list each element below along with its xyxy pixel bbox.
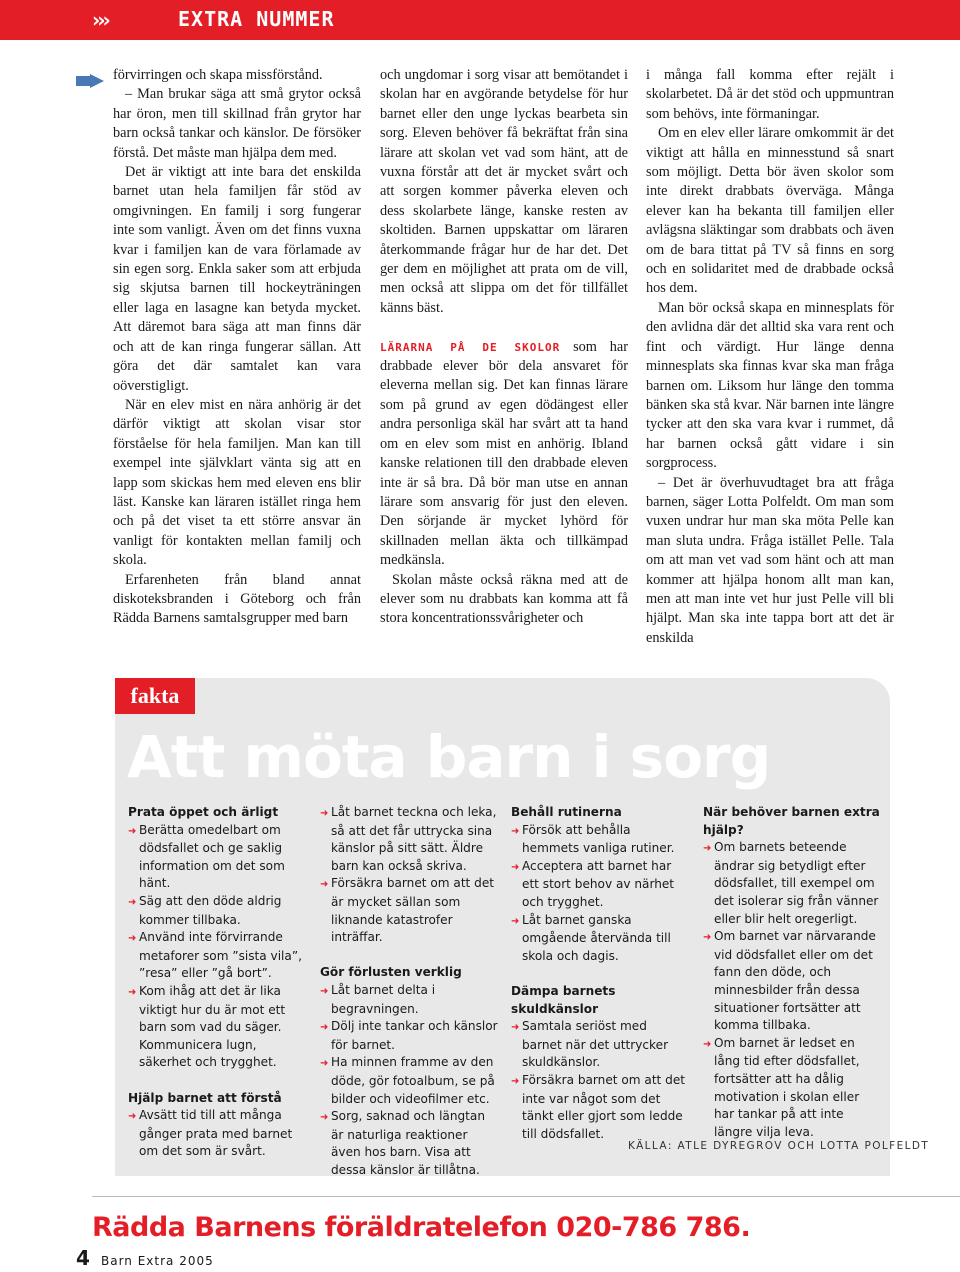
section-title: EXTRA NUMMER bbox=[178, 7, 335, 31]
fact-list bbox=[128, 1107, 306, 1161]
fact-item: ➜ Acceptera att barnet har ett stort behov av närhet och trygghet. bbox=[511, 858, 689, 912]
runin-text: som har drabbade elever bör dela ansvaret för eleverna mellan sig. Det kan finnas lärare som på grund av egen dödängest eller andra personliga skäl har svårt att ta hand om en elev som mist en anhörig. Ibland kanske relationen till den drabbade eleven inte är så bra. Då bör man utse en annan lärare som ansvarig för just den eleven. Den sörjande är mycket lyhörd för skillnaden mellan äkta och tillkämpad medkänsla. bbox=[380, 338, 628, 569]
fact-heading: Dämpa barnets skuldkänslor bbox=[511, 983, 616, 1016]
fact-item: ➜ Använd inte förvirrande metaforer som ”sista vila”, ”resa” eller ”gå bort”. bbox=[128, 929, 306, 983]
fact-item: ➜ Sorg, saknad och längtan är naturliga reaktioner även hos barn. Visa att dessa känslor är tillåtna. bbox=[320, 1108, 498, 1179]
paragraph-runin bbox=[380, 338, 628, 571]
fact-column-4 bbox=[703, 804, 881, 1141]
arrow-right-icon bbox=[76, 74, 104, 88]
article-column-2 bbox=[380, 66, 628, 629]
paragraph: När en elev mist en nära anhörig är det därför viktigt att skolan visar stor förståelse för hela familjen. Man kan till exempel inte självklart vänta sig att en lapp som skickas hem med eleven ens blir läst. Kanske kan läraren istället ringa hem och på det viset ta ett större ansvar än vanligt för kontakten mellan familj och skola. bbox=[113, 396, 361, 569]
fact-heading: Hjälp barnet att förstå bbox=[128, 1090, 282, 1105]
paragraph: förvirringen och skapa missförstånd. bbox=[113, 67, 323, 83]
fact-item: ➜ Om barnets beteende ändrar sig betydligt efter dödsfallet, till exempel om det isolerar sig från vänner eller blir helt oregerligt. bbox=[703, 839, 881, 928]
fact-item: ➜ Dölj inte tankar och känslor för barnet. bbox=[320, 1018, 498, 1054]
fact-list bbox=[320, 982, 498, 1180]
paragraph: Det är viktigt att inte bara det enskilda barnet utan hela familjen får stöd av omgivningen. En familj i sorg fungerar inte som vanligt. Även om det finns vuxna kvar i familjen kan de vara förlamade av sin egen sorg. Enkla saker som att erbjuda sig skjutsa barnen till hockeyträningen eller laga en lasagne kan betyda mycket. Att däremot bara säga att man finns där och att de kan ringa fungerar sällan. Att göra det där samtalet kan vara oöverstigligt. bbox=[113, 164, 361, 394]
fact-item: ➜ Låt barnet delta i begravningen. bbox=[320, 982, 498, 1018]
fact-item: ➜ Om barnet är ledset en lång tid efter dödsfallet, fortsätter att ha dålig motivation i skolan eller har tankar på att inte längre vilja leva. bbox=[703, 1035, 881, 1142]
fact-item: ➜ Försök att behålla hemmets vanliga rutiner. bbox=[511, 822, 689, 858]
chevrons-icon: ››› bbox=[92, 8, 108, 32]
page-number: 4 bbox=[76, 1246, 90, 1270]
paragraph: – Man brukar säga att små grytor också har öron, men till skillnad från grytor har barn också tankar och känslor. De försöker förstå. Det måste man hjälpa dem med. bbox=[113, 86, 361, 161]
article-column-1 bbox=[113, 66, 361, 629]
paragraph: Man bör också skapa en minnesplats för den avlidna där det alltid ska vara rent och fint och värdigt. Hur länge denna minnesplats ska finnas kvar ska man fråga barnen om. Liksom hur länge den tomma bänken ska stå kvar. När barnen inte längre tycker att den ska vara kvar i rummet, då har barnen också gått vidare i sin sorgprocess. bbox=[646, 299, 894, 472]
fact-box-title: Att möta barn i sorg bbox=[127, 723, 771, 791]
fact-list bbox=[128, 822, 306, 1072]
fact-item: ➜ Om barnet var närvarande vid dödsfallet eller om det fann den döde, och minnesbilder från dessa situationer fortsätter att komma tillbaka. bbox=[703, 928, 881, 1035]
article-column-3 bbox=[646, 66, 894, 648]
fact-item: ➜ Ha minnen framme av den döde, gör fotoalbum, se på bilder och videofilmer etc. bbox=[320, 1054, 498, 1108]
fact-heading: Gör förlusten verklig bbox=[320, 965, 462, 980]
fact-column-3 bbox=[511, 804, 689, 1143]
publication-name: Barn Extra 2005 bbox=[101, 1254, 214, 1268]
runin-heading: LÄRARNA PÅ DE SKOLOR bbox=[380, 340, 561, 354]
footer-divider bbox=[92, 1196, 960, 1197]
fact-column-2 bbox=[320, 804, 498, 1179]
paragraph: Om en elev eller lärare omkommit är det viktigt att hålla en minnesstund så snart som möjligt. Detta bör även skolor som inte direkt drabbats överväga. Många elever kan ha bekanta till familjen eller avlägsna släktingar som drabbats och även om de bara tittat på TV så finns en sorg och en solidaritet med de drabbade också hos dem. bbox=[646, 125, 894, 297]
paragraph: Skolan måste också räkna med att de elever som nu drabbats kan komma att få stora koncentrationssvårigheter och bbox=[380, 571, 628, 627]
paragraph: i många fall komma efter rejält i skolarbetet. Då är det stöd och uppmuntran som behövs, inte förmaningar. bbox=[646, 67, 894, 122]
fact-item: ➜ Berätta omedelbart om dödsfallet och ge saklig information om det som hänt. bbox=[128, 822, 306, 893]
fact-item: ➜ Säg att den döde aldrig kommer tillbaka. bbox=[128, 893, 306, 929]
fact-list bbox=[703, 839, 881, 1141]
fact-heading: Behåll rutinerna bbox=[511, 805, 622, 819]
fact-item: ➜ Låt barnet teckna och leka, så att det får uttrycka sina känslor på sitt sätt. Äldre barn kan också skriva. bbox=[320, 804, 498, 875]
fact-source: KÄLLA: ATLE DYREGROV OCH LOTTA POLFELDT bbox=[628, 1140, 930, 1152]
fact-item: ➜ Kom ihåg att det är lika viktigt hur du är mot ett barn som vad du säger. Kommunicera lugn, säkerhet och trygghet. bbox=[128, 983, 306, 1072]
section-header bbox=[0, 0, 960, 40]
fact-item: ➜ Avsätt tid till att många gånger prata med barnet om det som är svårt. bbox=[128, 1107, 306, 1161]
fact-item: ➜ Försäkra barnet om att det inte var något som det tänkt eller gjort som ledde till dödsfallet. bbox=[511, 1072, 689, 1143]
fact-item: ➜ Låt barnet ganska omgående återvända till skola och dagis. bbox=[511, 912, 689, 966]
fact-box-tag: fakta bbox=[115, 678, 195, 714]
paragraph: Erfarenheten från bland annat diskoteksbranden i Göteborg och från Rädda Barnens samtalsgrupper med barn bbox=[113, 571, 361, 627]
fact-heading: När behöver barnen extra hjälp? bbox=[703, 805, 880, 837]
paragraph: – Det är överhuvudtaget bra att fråga barnen, säger Lotta Polfeldt. Om man som vuxen undrar hur man ska möta Pelle kan man sluta undra. Fråga istället Pelle. Tala om att man vet vad som hänt och att man kommer att hjälpa honom allt man kan, men att man inte vet hur just Pelle vill bli hjälpt. Man ska inte tappa bort att det är enskilda bbox=[646, 474, 894, 646]
fact-item: ➜ Samtala seriöst med barnet när det uttrycker skuldkänslor. bbox=[511, 1018, 689, 1072]
phone-line: Rädda Barnens föräldratelefon 020-786 786. bbox=[92, 1212, 751, 1243]
fact-list bbox=[511, 822, 689, 966]
fact-list bbox=[511, 1018, 689, 1143]
fact-column-1 bbox=[128, 804, 306, 1161]
fact-item: ➜ Försäkra barnet om att det är mycket sällan som liknande katastrofer inträffar. bbox=[320, 875, 498, 946]
fact-heading: Prata öppet och ärligt bbox=[128, 805, 279, 819]
paragraph: och ungdomar i sorg visar att bemötandet i skolan har en avgörande betydelse för hur barnet eller den unge lyckas bearbeta sin sorg. Eleven behöver få bekräftat från sina lärare att skolan vet vad som hänt, att de vuxna förstår att det är mycket svårt och att sorgen kommer påverka eleven och dess skolarbete länge, kanske resten av skoltiden. Barnen uppskattar om läraren återkommande frågar hur de har det. Det ger dem en möjlighet att prata om de vill, men också att slippa om det för tillfället känns bäst. bbox=[380, 67, 628, 316]
fact-list bbox=[320, 804, 498, 947]
